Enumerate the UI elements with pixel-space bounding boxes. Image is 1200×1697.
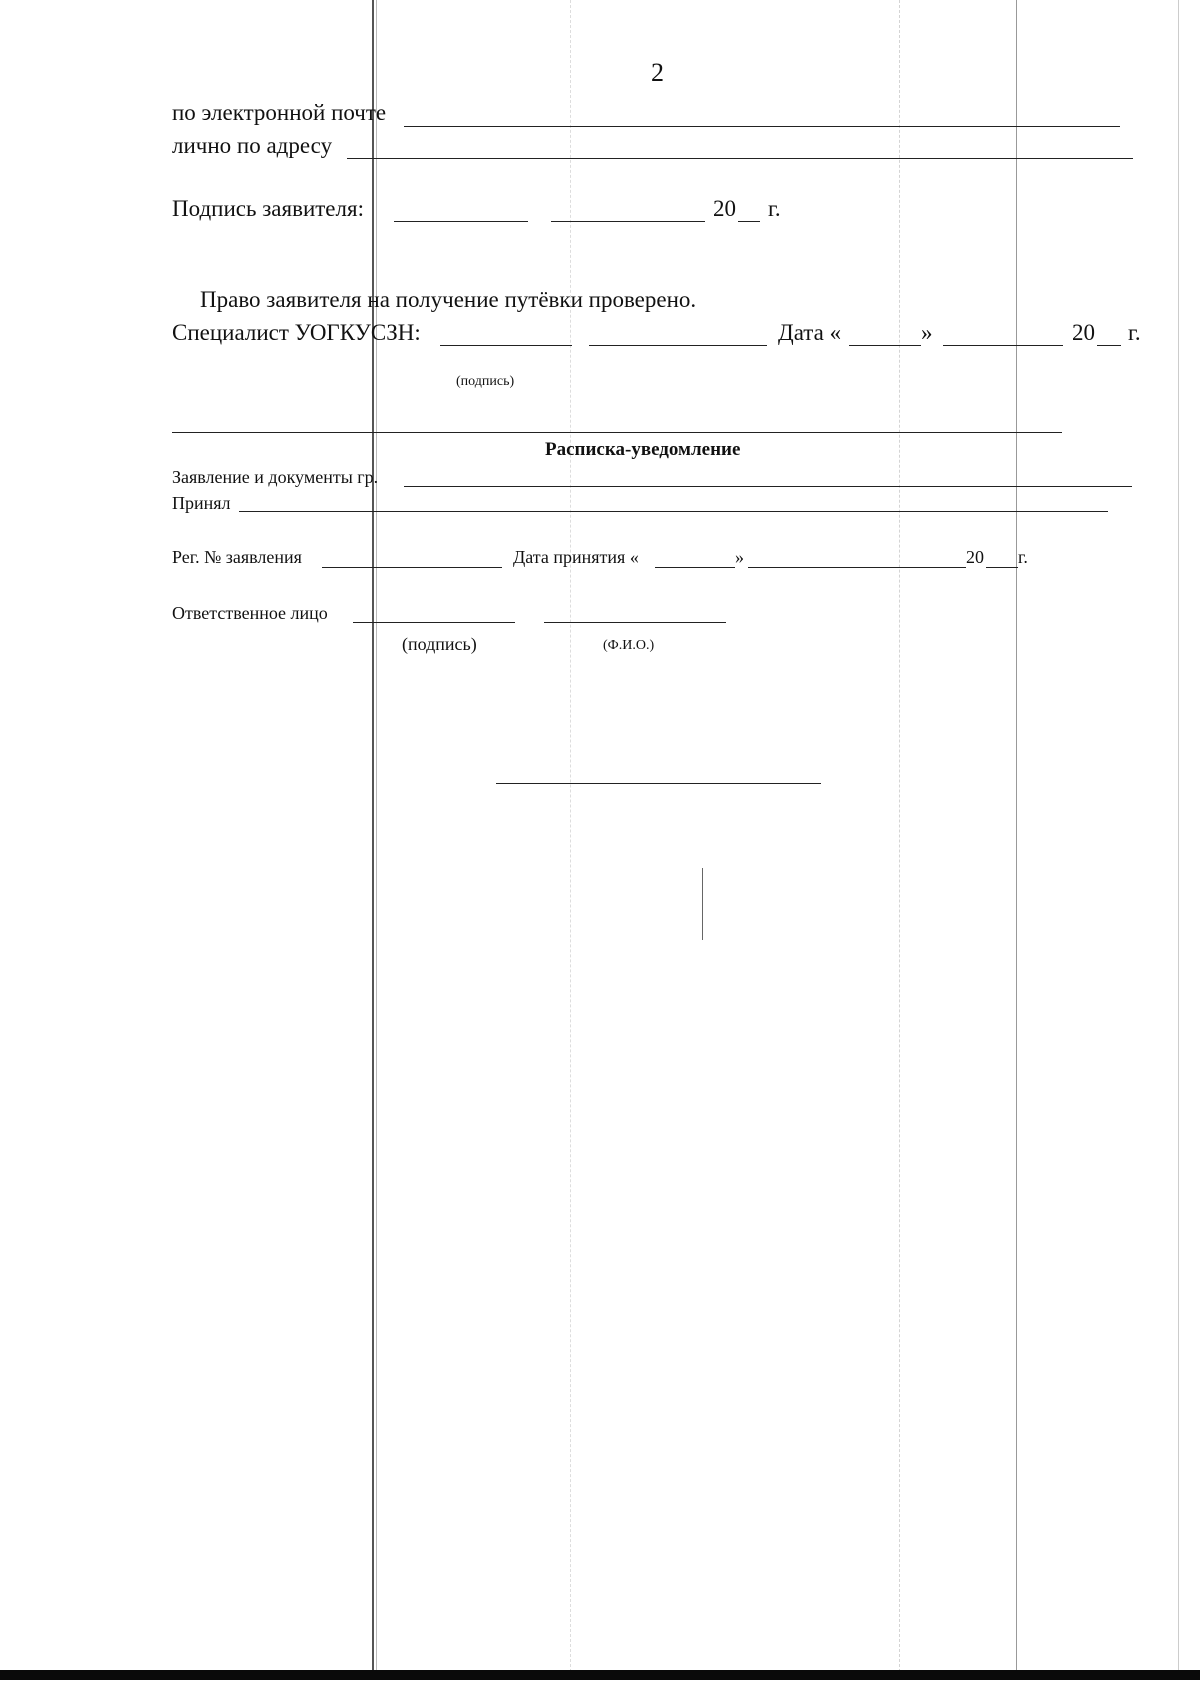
responsible-name-line[interactable] (544, 622, 726, 623)
acceptance-year-line[interactable] (986, 567, 1018, 568)
specialist-label: Специалист УОГКУСЗН: (172, 320, 421, 345)
applicant-signature-line[interactable] (394, 221, 528, 222)
page-number: 2 (651, 58, 664, 87)
verification-date-close: » (921, 320, 933, 345)
applicant-year-prefix: 20 (713, 196, 736, 221)
verification-statement: Право заявителя на получение путёвки проверено. (200, 287, 697, 312)
scan-mark (702, 868, 703, 940)
scan-line-left-shadow (376, 0, 377, 1672)
scan-line-edge (1178, 0, 1179, 1672)
scan-line-left (372, 0, 374, 1672)
acceptance-year-prefix: 20 (966, 547, 984, 567)
reg-number-line[interactable] (322, 567, 502, 568)
address-line[interactable] (347, 158, 1133, 159)
specialist-name-line[interactable] (589, 345, 767, 346)
scan-line-middle (570, 0, 571, 1672)
receipt-title: Расписка-уведомление (545, 439, 741, 460)
verification-year-line[interactable] (1097, 345, 1121, 346)
documents-line[interactable] (404, 486, 1132, 487)
responsible-name-caption: (Ф.И.О.) (603, 638, 655, 653)
section-divider (172, 432, 1062, 433)
scan-line-center (899, 0, 900, 1672)
accepted-line[interactable] (239, 511, 1108, 512)
verification-date-label: Дата « (778, 320, 842, 345)
responsible-label: Ответственное лицо (172, 603, 328, 623)
applicant-year-line[interactable] (738, 221, 760, 222)
acceptance-year-suffix: г. (1018, 547, 1028, 567)
applicant-signature-label: Подпись заявителя: (172, 196, 364, 221)
scan-bottom-bar (0, 1670, 1200, 1680)
email-line[interactable] (404, 126, 1120, 127)
scan-line-right (1016, 0, 1017, 1672)
documents-label: Заявление и документы гр. (172, 467, 379, 487)
acceptance-month-line[interactable] (748, 567, 966, 568)
acceptance-date-label: Дата принятия « (513, 547, 639, 567)
closing-rule (496, 783, 821, 784)
responsible-signature-line[interactable] (353, 622, 515, 623)
applicant-date-line[interactable] (551, 221, 705, 222)
accepted-label: Принял (172, 493, 231, 513)
email-label: по электронной почте (172, 100, 387, 125)
responsible-signature-caption: (подпись) (402, 634, 477, 654)
verification-day-line[interactable] (849, 345, 921, 346)
specialist-signature-line[interactable] (440, 345, 572, 346)
address-label: лично по адресу (172, 133, 333, 158)
reg-number-label: Рег. № заявления (172, 547, 302, 567)
verification-year-suffix: г. (1128, 320, 1141, 345)
verification-year-prefix: 20 (1072, 320, 1095, 345)
verification-month-line[interactable] (943, 345, 1063, 346)
acceptance-date-close: » (735, 547, 744, 567)
applicant-year-suffix: г. (768, 196, 781, 221)
specialist-signature-caption: (подпись) (456, 374, 515, 389)
acceptance-day-line[interactable] (655, 567, 735, 568)
